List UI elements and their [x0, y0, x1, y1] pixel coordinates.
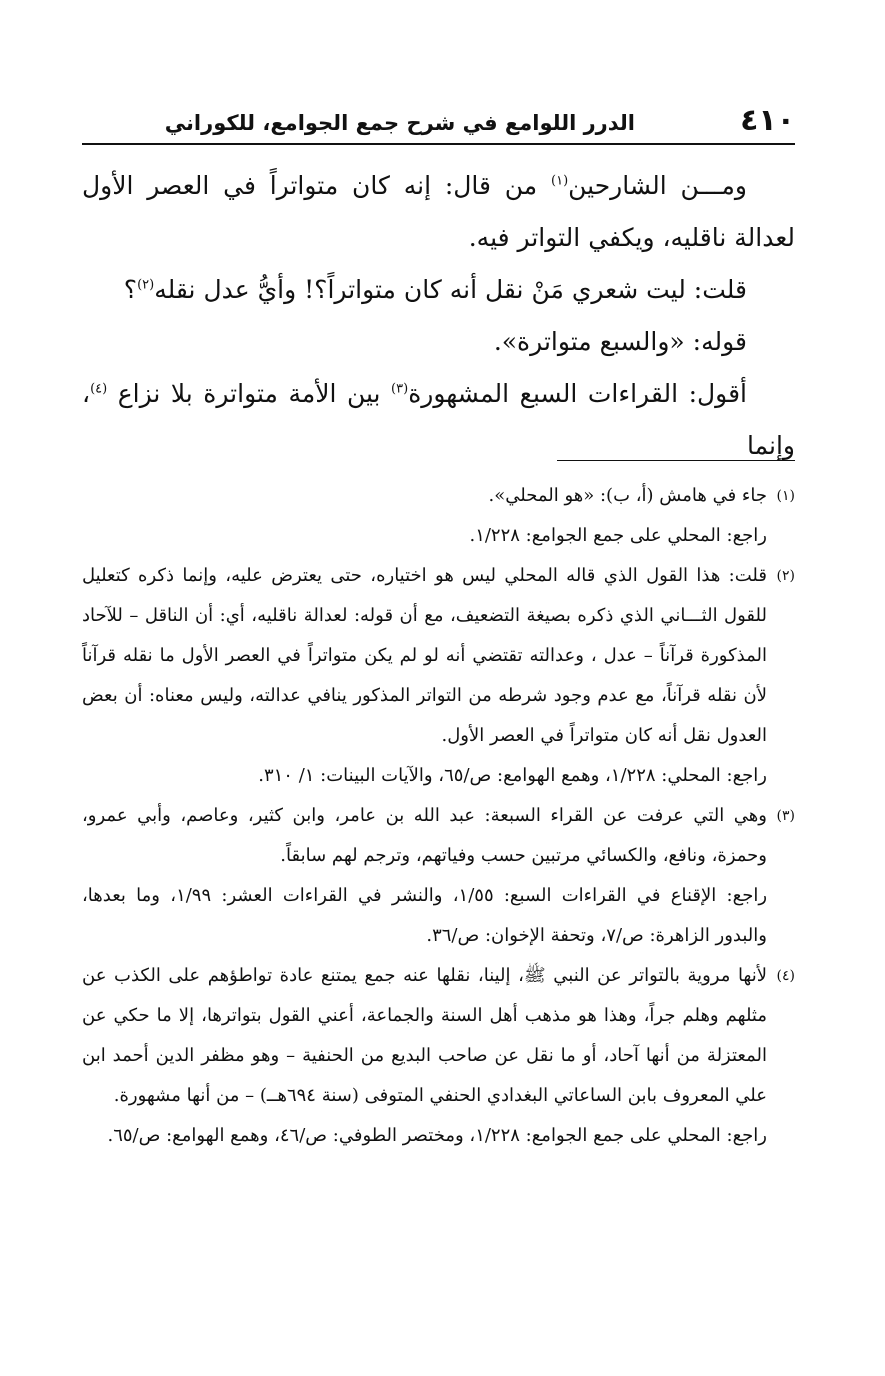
- paragraph-1-text-a: ومـــن الشارحين: [568, 171, 748, 200]
- footnote-2: [82, 556, 795, 756]
- footnote-ref-1: (١): [551, 173, 569, 189]
- paragraph-4-text-b: بين الأمة متواترة بلا نزاع: [107, 379, 392, 408]
- footnote-ref-3: (٣): [391, 381, 409, 397]
- paragraph-2-text-b: ؟: [123, 275, 138, 304]
- footnote-number: (٣): [776, 808, 795, 824]
- footnote-ref-4: (٤): [90, 381, 108, 397]
- footnote-4-reference: راجع: المحلي على جمع الجوامع: ١/٢٢٨، ومختصر الطوفي: ص/٤٦، وهمع الهوامع: ص/٦٥.: [107, 1125, 767, 1146]
- footnote-number: (١): [776, 488, 795, 504]
- page-number: ٤١٠: [740, 103, 795, 138]
- footnote-text: جاء في هامش (أ، ب): «هو المحلي».: [488, 485, 767, 506]
- paragraph-3-text: قوله: «والسبع متواترة».: [493, 327, 747, 356]
- footnote-1-reference: راجع: المحلي على جمع الجوامع: ١/٢٢٨.: [469, 525, 767, 546]
- footnote-3: [82, 796, 795, 876]
- footnote-ref-2: (٢): [137, 277, 155, 293]
- footnote-4: [82, 956, 795, 1116]
- footnotes: [82, 476, 795, 1156]
- paragraph-2: [82, 264, 795, 316]
- footnote-number: (٢): [776, 568, 795, 584]
- footnote-2-reference: راجع: المحلي: ١/٢٢٨، وهمع الهوامع: ص/٦٥، والآيات البينات: ١/ ٣١٠.: [258, 765, 767, 786]
- paragraph-4-text-a: أقول: القراءات السبع المشهورة: [408, 379, 747, 408]
- paragraph-4: [82, 368, 795, 472]
- footnote-text: لأنها مروية بالتواتر عن النبي ﷺ، إلينا، نقلها عنه جمع يمتنع عادة تواطؤهم على الكذب عن مثلهم وهلم جراً، وهذا هو مذهب أهل السنة والجماعة، أعني القول بتواترها، إلا ما حكي عن المعتزلة من أنها آحاد، أو ما نقل عن صاحب البديع من الحنفية – وهو مظفر الدين أحمد ابن علي المعروف بابن الساعاتي البغدادي الحنفي المتوفى (سنة ٦٩٤هــ) – من أنها مشهورة.: [82, 965, 768, 1106]
- paragraph-2-text-a: قلت: ليت شعري مَنْ نقل أنه كان متواتراً؟! وأيُّ عدل نقله: [154, 275, 747, 304]
- footnote-3-reference: راجع: الإقناع في القراءات السبع: ١/٥٥، والنشر في القراءات العشر: ١/٩٩، وما بعدها، والبدور الزاهرة: ص/٧، وتحفة الإخوان: ص/٣٦.: [82, 885, 768, 946]
- page-header: [82, 103, 795, 145]
- footnote-text: قلت: هذا القول الذي قاله المحلي ليس هو اختياره، حتى يعترض عليه، وإنما ذكره كتعليل للقول الثـــاني الذي ذكره بصيغة التضعيف، مع أن قوله: لعدالة ناقليه، أي: أن الناقل – للآحاد المذكورة قرآناً – عدل ، وعدالته تقتضي أنه لو لم يكن متواتراً في العصر الأول ما نقله قرآناً لأن نقله قرآناً، مع عدم وجود شرطه من التواتر المذكور ينافي عدالته، وليس معناه: أن بعض العدول نقل أنه كان متواتراً في العصر الأول.: [82, 565, 768, 746]
- footnote-separator: [557, 460, 795, 461]
- paragraph-3: [82, 316, 795, 368]
- footnote-text: وهي التي عرفت عن القراء السبعة: عبد الله بن عامر، وابن كثير، وعاصم، وأبي عمرو، وحمزة، ونافع، والكسائي مرتبين حسب وفياتهم، وترجم لهم سابقاً.: [82, 805, 767, 866]
- main-text: [82, 160, 795, 472]
- paragraph-1: [82, 160, 795, 264]
- paragraph-4-text-c: ، وإنما: [82, 379, 795, 460]
- paragraph-1-text-b: من قال: إنه كان متواتراً في العصر الأول لعدالة ناقليه، ويكفي التواتر فيه.: [82, 171, 795, 252]
- footnote-1: [82, 476, 795, 516]
- footnote-number: (٤): [776, 968, 795, 984]
- running-title: الدرر اللوامع في شرح جمع الجوامع، للكوراني: [164, 111, 635, 135]
